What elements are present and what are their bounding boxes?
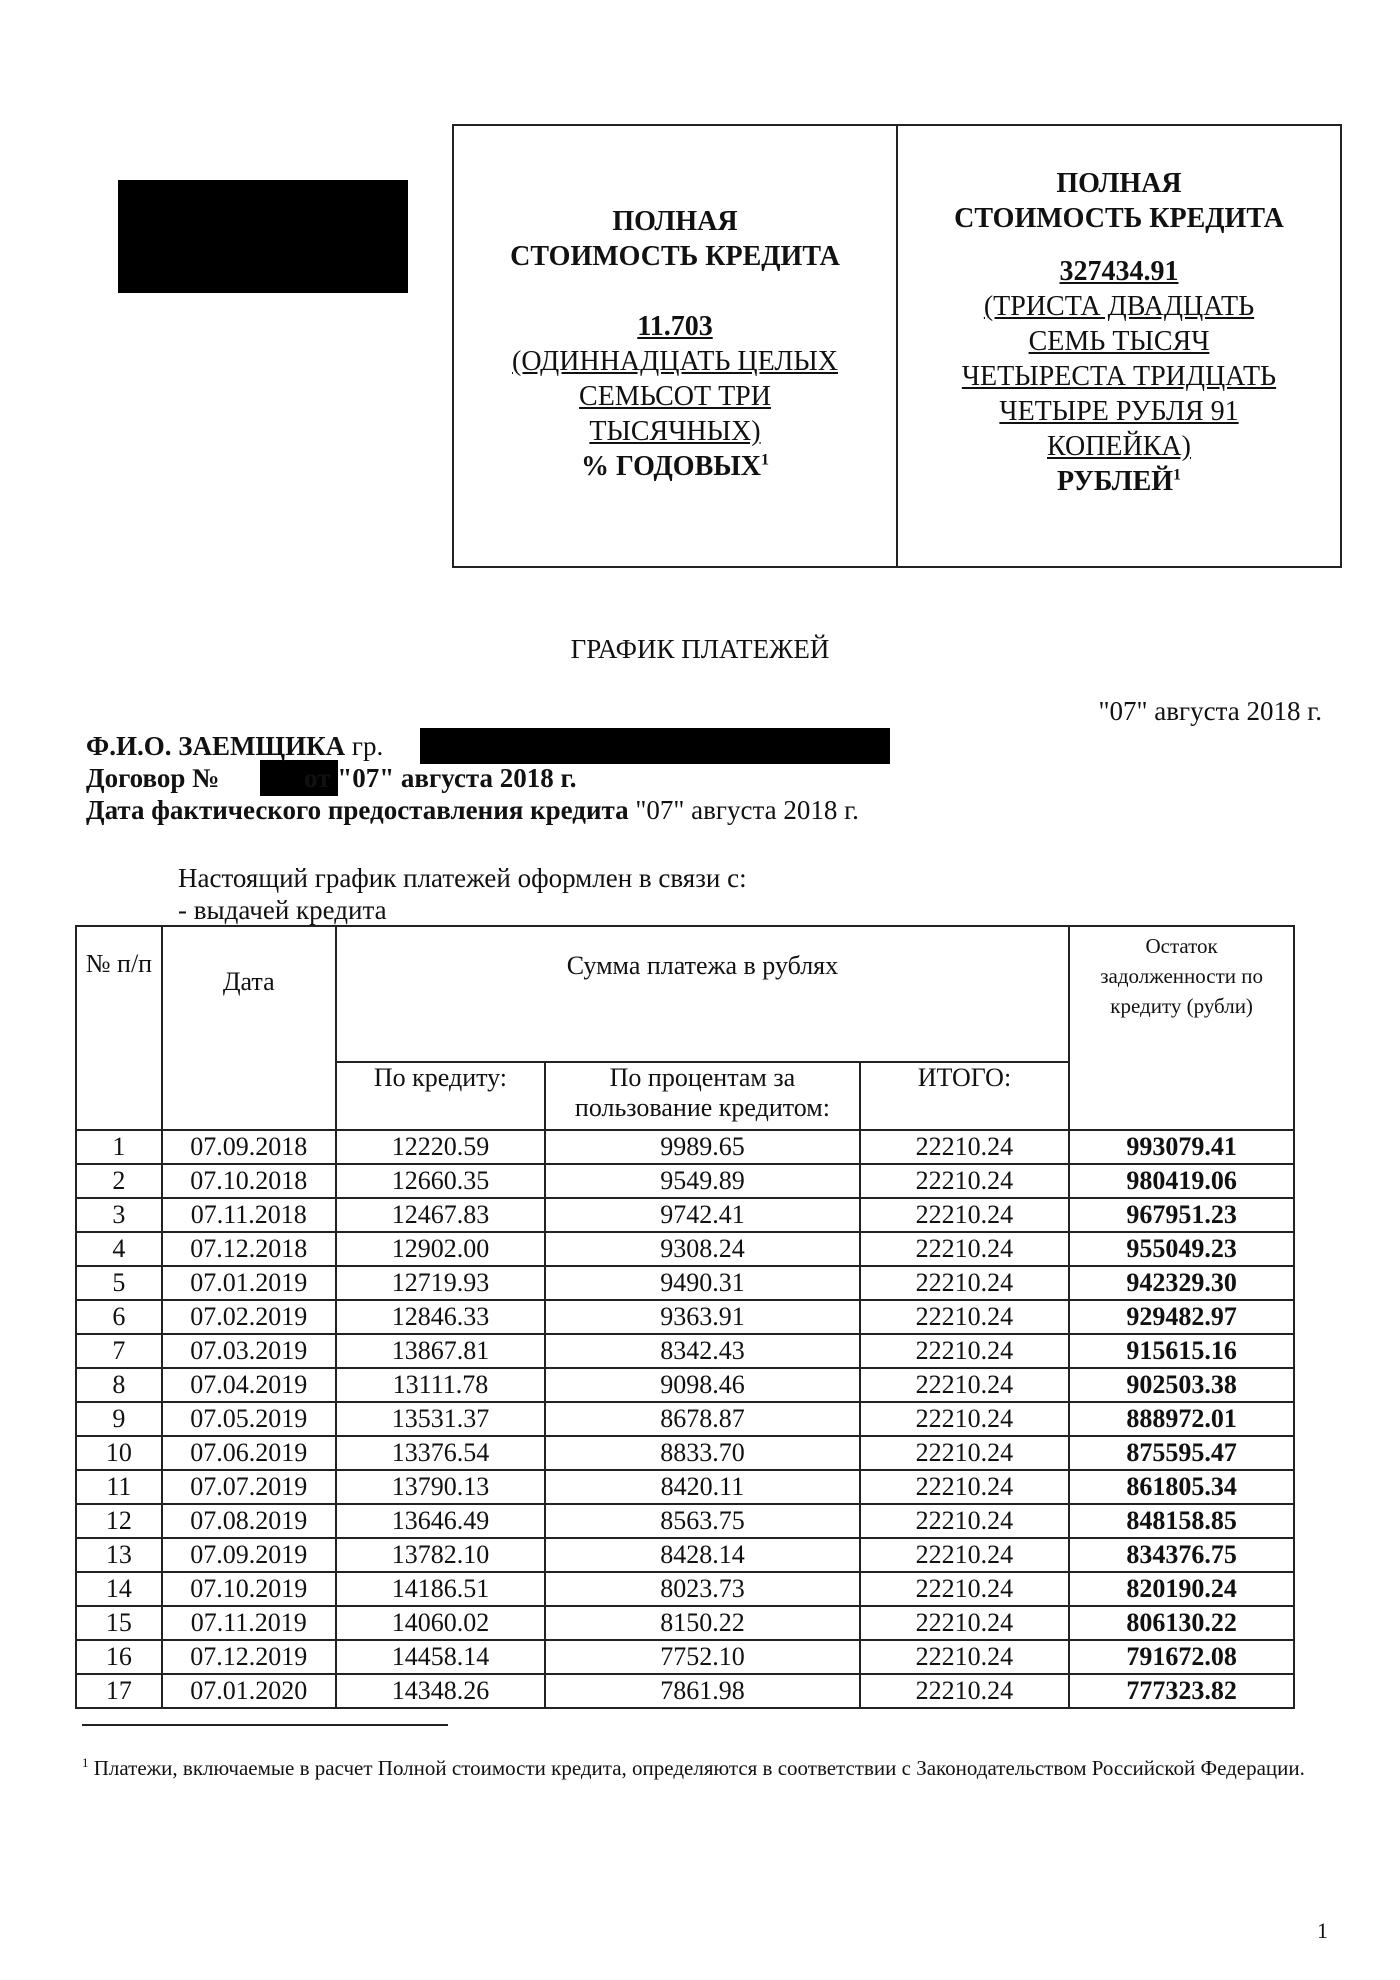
issue-date-value: "07" августа 2018 г.: [635, 795, 859, 825]
row-balance: 861805.34: [1069, 1470, 1294, 1504]
footnote: [82, 1748, 1322, 1783]
row-principal: 12902.00: [336, 1232, 546, 1266]
header-payment-group: Сумма платежа в рублях: [336, 926, 1070, 1062]
footnote-mark: 1: [1173, 466, 1182, 484]
cost-percent-unit: % ГОДОВЫХ$^1$: [581, 451, 769, 482]
header-principal: По кредиту:: [336, 1062, 546, 1130]
row-number: 1: [76, 1130, 162, 1164]
row-number: 3: [76, 1198, 162, 1232]
row-date: 07.07.2019: [162, 1470, 336, 1504]
row-interest: 7861.98: [545, 1674, 859, 1708]
cost-rubles-heading-2: СТОИМОСТЬ КРЕДИТА: [954, 203, 1284, 234]
row-balance: 955049.23: [1069, 1232, 1294, 1266]
cost-rubles-heading-1: ПОЛНАЯ: [1056, 168, 1182, 199]
cost-rubles-words-1: (ТРИСТА ДВАДЦАТЬ: [983, 291, 1255, 322]
row-principal: 13790.13: [336, 1470, 546, 1504]
row-principal: 12846.33: [336, 1300, 546, 1334]
table-row: [76, 1300, 1294, 1334]
table-row: [76, 1164, 1294, 1198]
reason-line-2: - выдачей кредита: [178, 895, 387, 925]
table-row: [76, 1266, 1294, 1300]
row-total: 22210.24: [860, 1198, 1070, 1232]
row-date: 07.05.2019: [162, 1402, 336, 1436]
row-interest: 8342.43: [545, 1334, 859, 1368]
row-interest: 9742.41: [545, 1198, 859, 1232]
row-total: 22210.24: [860, 1470, 1070, 1504]
contract-label: Договор №: [86, 763, 220, 793]
row-interest: 9098.46: [545, 1368, 859, 1402]
row-date: 07.06.2019: [162, 1436, 336, 1470]
issue-date-label: Дата фактического предоставления кредита: [86, 795, 629, 825]
row-total: 22210.24: [860, 1640, 1070, 1674]
row-principal: 12467.83: [336, 1198, 546, 1232]
row-principal: 12220.59: [336, 1130, 546, 1164]
contract-date: от "07" августа 2018 г.: [304, 763, 577, 793]
row-number: 11: [76, 1470, 162, 1504]
cost-rubles-words-4: ЧЕТЫРЕ РУБЛЯ 91: [999, 396, 1239, 427]
cost-percent-words-1: (ОДИННАДЦАТЬ ЦЕЛЫХ: [512, 346, 838, 377]
row-interest: 8150.22: [545, 1606, 859, 1640]
row-principal: 13111.78: [336, 1368, 546, 1402]
cost-rubles-words-3: ЧЕТЫРЕСТА ТРИДЦАТЬ: [961, 361, 1277, 392]
row-interest: 8678.87: [545, 1402, 859, 1436]
row-balance: 820190.24: [1069, 1572, 1294, 1606]
cost-percent-heading-2: СТОИМОСТЬ КРЕДИТА: [510, 241, 840, 272]
row-principal: 14060.02: [336, 1606, 546, 1640]
table-row: [76, 1436, 1294, 1470]
row-principal: 13376.54: [336, 1436, 546, 1470]
cost-rubles-words-2: СЕМЬ ТЫСЯЧ: [1028, 326, 1210, 357]
table-row: [76, 1572, 1294, 1606]
row-total: 22210.24: [860, 1402, 1070, 1436]
cost-rubles-value: 327434.91: [1059, 256, 1179, 287]
row-number: 8: [76, 1368, 162, 1402]
row-date: 07.11.2018: [162, 1198, 336, 1232]
row-balance: 942329.30: [1069, 1266, 1294, 1300]
payment-schedule-table: [75, 925, 1295, 1709]
row-total: 22210.24: [860, 1266, 1070, 1300]
table-row: [76, 1402, 1294, 1436]
credit-cost-rubles-cell: [896, 126, 1340, 566]
footnote-rule: [82, 1724, 448, 1726]
footnote-mark: 1: [760, 451, 769, 469]
footnote-mark: 1: [82, 1755, 89, 1770]
row-total: 22210.24: [860, 1436, 1070, 1470]
row-principal: 12660.35: [336, 1164, 546, 1198]
row-total: 22210.24: [860, 1538, 1070, 1572]
row-total: 22210.24: [860, 1504, 1070, 1538]
row-interest: 8420.11: [545, 1470, 859, 1504]
row-balance: 806130.22: [1069, 1606, 1294, 1640]
row-date: 07.12.2018: [162, 1232, 336, 1266]
row-principal: 13531.37: [336, 1402, 546, 1436]
row-balance: 834376.75: [1069, 1538, 1294, 1572]
row-balance: 791672.08: [1069, 1640, 1294, 1674]
row-principal: 13646.49: [336, 1504, 546, 1538]
cost-rubles-unit: РУБЛЕЙ$^1$: [1056, 466, 1182, 497]
row-number: 4: [76, 1232, 162, 1266]
row-date: 07.10.2019: [162, 1572, 336, 1606]
row-balance: 980419.06: [1069, 1164, 1294, 1198]
table-row: [76, 1606, 1294, 1640]
header-interest: По процентам за пользование кредитом:: [545, 1062, 859, 1130]
row-balance: 875595.47: [1069, 1436, 1294, 1470]
row-balance: 888972.01: [1069, 1402, 1294, 1436]
row-total: 22210.24: [860, 1572, 1070, 1606]
table-row: [76, 1198, 1294, 1232]
row-number: 5: [76, 1266, 162, 1300]
row-balance: 915615.16: [1069, 1334, 1294, 1368]
row-interest: 8833.70: [545, 1436, 859, 1470]
table-row: [76, 1640, 1294, 1674]
contract-line: [86, 762, 577, 794]
table-row: [76, 1334, 1294, 1368]
borrower-line: [86, 730, 383, 762]
row-date: 07.11.2019: [162, 1606, 336, 1640]
borrower-prefix: гр.: [351, 731, 384, 761]
row-number: 6: [76, 1300, 162, 1334]
row-principal: 14458.14: [336, 1640, 546, 1674]
document-date: "07" августа 2018 г.: [1098, 696, 1322, 726]
table-row: [76, 1232, 1294, 1266]
issue-date-line: [86, 794, 859, 826]
row-interest: 9363.91: [545, 1300, 859, 1334]
row-number: 13: [76, 1538, 162, 1572]
row-number: 10: [76, 1436, 162, 1470]
redaction-logo: [118, 180, 408, 293]
row-balance: 777323.82: [1069, 1674, 1294, 1708]
row-interest: 9989.65: [545, 1130, 859, 1164]
row-principal: 13867.81: [336, 1334, 546, 1368]
table-row: [76, 1470, 1294, 1504]
row-total: 22210.24: [860, 1130, 1070, 1164]
row-total: 22210.24: [860, 1606, 1070, 1640]
row-total: 22210.24: [860, 1164, 1070, 1198]
redaction-borrower-name: [420, 728, 890, 764]
cost-percent-words-2: СЕМЬСОТ ТРИ: [579, 381, 771, 412]
row-number: 7: [76, 1334, 162, 1368]
row-total: 22210.24: [860, 1674, 1070, 1708]
row-balance: 902503.38: [1069, 1368, 1294, 1402]
row-interest: 9490.31: [545, 1266, 859, 1300]
row-total: 22210.24: [860, 1334, 1070, 1368]
row-number: 14: [76, 1572, 162, 1606]
table-row: [76, 1538, 1294, 1572]
row-balance: 993079.41: [1069, 1130, 1294, 1164]
row-number: 2: [76, 1164, 162, 1198]
table-row: [76, 1368, 1294, 1402]
cost-rubles-words-5: КОПЕЙКА): [1047, 431, 1191, 462]
credit-cost-percent-cell: [454, 126, 896, 566]
row-date: 07.02.2019: [162, 1300, 336, 1334]
row-total: 22210.24: [860, 1368, 1070, 1402]
row-date: 07.01.2020: [162, 1674, 336, 1708]
footnote-text: Платежи, включаемые в расчет Полной стоимости кредита, определяются в соответствии с Законодательством Российской Федерации.: [93, 1756, 1305, 1780]
schedule-title: ГРАФИК ПЛАТЕЖЕЙ: [570, 634, 830, 664]
cost-percent-words-3: ТЫСЯЧНЫХ): [589, 416, 761, 447]
row-total: 22210.24: [860, 1300, 1070, 1334]
table-row: [76, 1674, 1294, 1708]
credit-cost-box: [452, 124, 1342, 568]
row-date: 07.09.2018: [162, 1130, 336, 1164]
row-balance: 929482.97: [1069, 1300, 1294, 1334]
row-date: 07.03.2019: [162, 1334, 336, 1368]
row-date: 07.04.2019: [162, 1368, 336, 1402]
header-balance: Остаток задолженности по кредиту (рубли): [1069, 926, 1294, 1130]
page-number: 1: [1317, 1918, 1328, 1943]
row-number: 17: [76, 1674, 162, 1708]
row-interest: 8023.73: [545, 1572, 859, 1606]
cost-percent-value: 11.703: [637, 311, 713, 342]
header-date: Дата: [162, 926, 336, 1130]
row-principal: 14348.26: [336, 1674, 546, 1708]
row-interest: 9308.24: [545, 1232, 859, 1266]
header-number: № п/п: [76, 926, 162, 1130]
row-interest: 7752.10: [545, 1640, 859, 1674]
row-number: 16: [76, 1640, 162, 1674]
row-principal: 14186.51: [336, 1572, 546, 1606]
cost-percent-heading-1: ПОЛНАЯ: [612, 206, 738, 237]
row-principal: 12719.93: [336, 1266, 546, 1300]
row-date: 07.10.2018: [162, 1164, 336, 1198]
row-date: 07.08.2019: [162, 1504, 336, 1538]
row-date: 07.09.2019: [162, 1538, 336, 1572]
table-row: [76, 1130, 1294, 1164]
header-total: ИТОГО:: [860, 1062, 1070, 1130]
row-principal: 13782.10: [336, 1538, 546, 1572]
row-number: 15: [76, 1606, 162, 1640]
table-row: [76, 1504, 1294, 1538]
reason-line-1: Настоящий график платежей оформлен в связи с:: [178, 863, 747, 893]
row-number: 9: [76, 1402, 162, 1436]
borrower-label: Ф.И.О. ЗАЕМЩИКА: [86, 731, 346, 761]
row-interest: 9549.89: [545, 1164, 859, 1198]
row-balance: 848158.85: [1069, 1504, 1294, 1538]
row-number: 12: [76, 1504, 162, 1538]
row-total: 22210.24: [860, 1232, 1070, 1266]
row-date: 07.01.2019: [162, 1266, 336, 1300]
row-interest: 8428.14: [545, 1538, 859, 1572]
row-balance: 967951.23: [1069, 1198, 1294, 1232]
row-interest: 8563.75: [545, 1504, 859, 1538]
row-date: 07.12.2019: [162, 1640, 336, 1674]
